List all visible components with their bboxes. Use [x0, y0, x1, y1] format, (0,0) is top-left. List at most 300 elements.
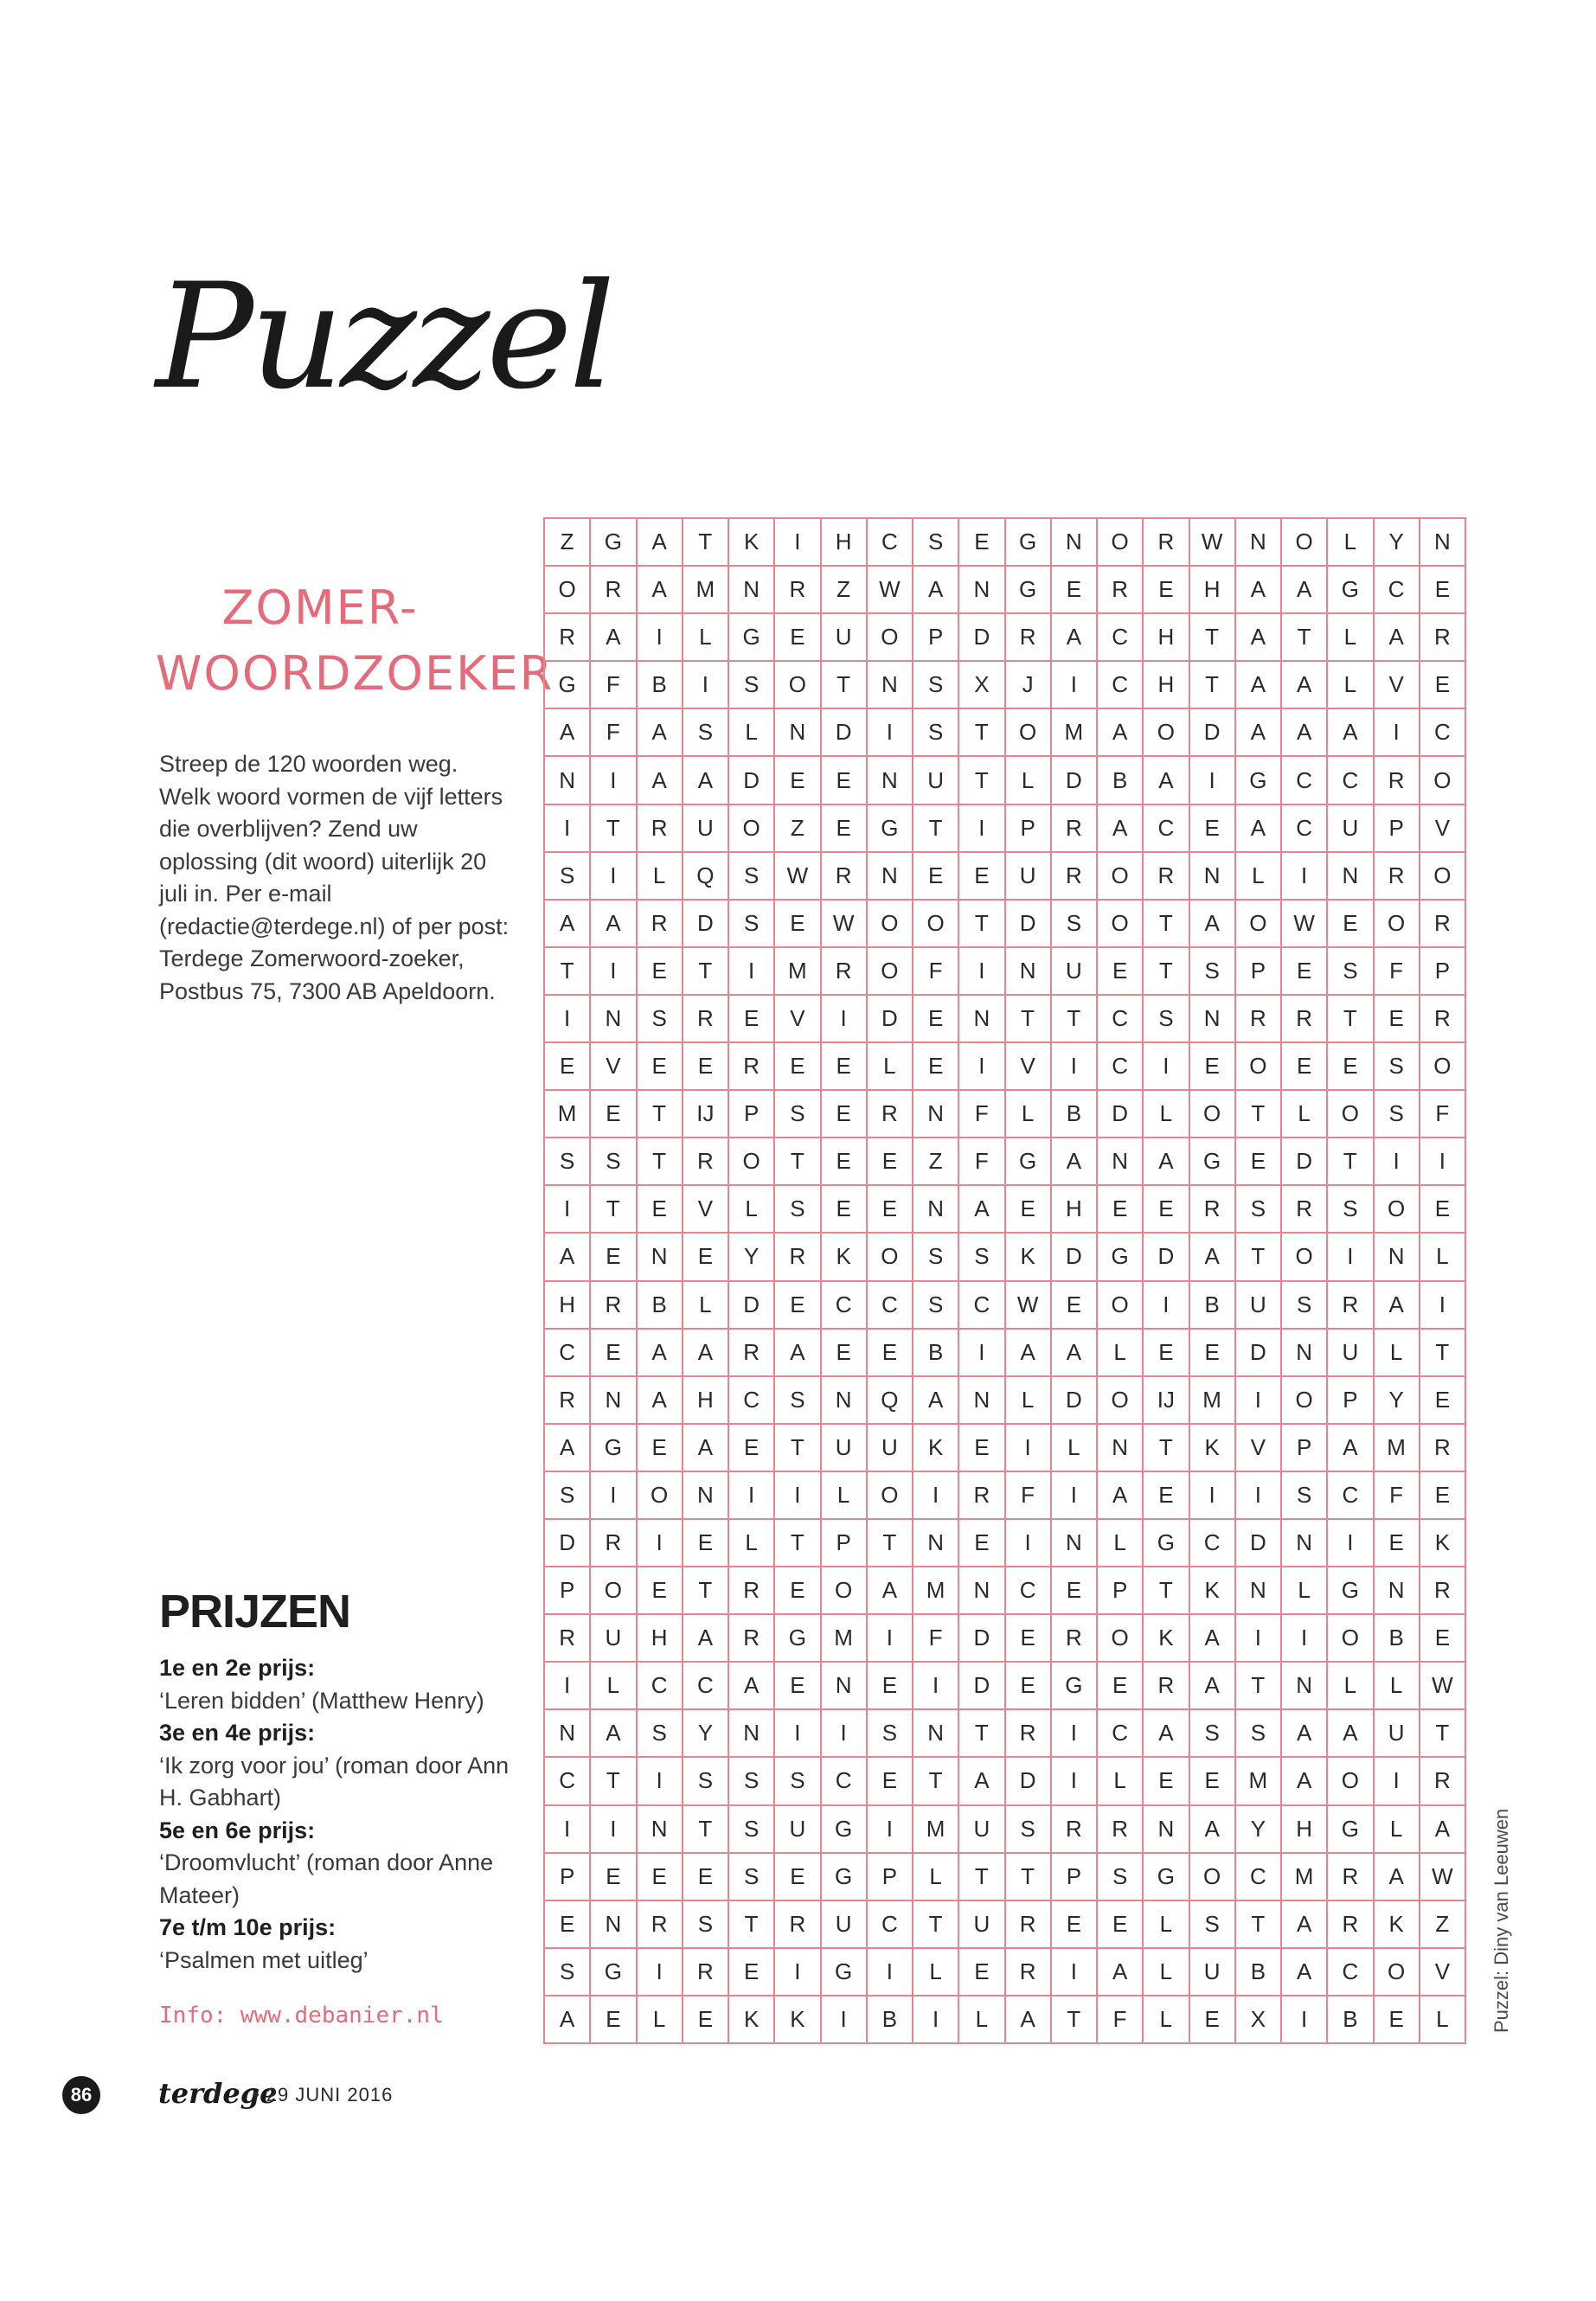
- grid-cell[interactable]: P: [1328, 1377, 1374, 1425]
- grid-cell[interactable]: L: [868, 1043, 913, 1091]
- grid-cell[interactable]: I: [775, 1472, 821, 1520]
- grid-cell[interactable]: S: [959, 1234, 1005, 1281]
- grid-cell[interactable]: L: [1098, 1520, 1144, 1567]
- grid-cell[interactable]: I: [638, 1949, 683, 1997]
- grid-cell[interactable]: I: [959, 805, 1005, 853]
- grid-cell[interactable]: H: [1282, 1806, 1328, 1854]
- grid-cell[interactable]: I: [1052, 662, 1098, 709]
- grid-cell[interactable]: G: [591, 1949, 637, 1997]
- grid-cell[interactable]: L: [1098, 1758, 1144, 1805]
- grid-cell[interactable]: N: [913, 1091, 959, 1138]
- grid-cell[interactable]: E: [638, 1043, 683, 1091]
- grid-cell[interactable]: L: [683, 614, 729, 662]
- grid-cell[interactable]: I: [822, 996, 868, 1043]
- grid-cell[interactable]: N: [913, 1186, 959, 1234]
- grid-cell[interactable]: N: [959, 567, 1005, 614]
- grid-cell[interactable]: L: [1006, 1091, 1052, 1138]
- grid-cell[interactable]: E: [822, 1330, 868, 1377]
- grid-cell[interactable]: D: [683, 901, 729, 948]
- grid-cell[interactable]: R: [959, 1472, 1005, 1520]
- grid-cell[interactable]: N: [1190, 996, 1236, 1043]
- grid-cell[interactable]: A: [1236, 614, 1282, 662]
- grid-cell[interactable]: N: [913, 1710, 959, 1758]
- grid-cell[interactable]: P: [1098, 1567, 1144, 1615]
- grid-cell[interactable]: E: [1144, 567, 1189, 614]
- grid-cell[interactable]: N: [1375, 1567, 1420, 1615]
- grid-cell[interactable]: N: [1282, 1663, 1328, 1710]
- grid-cell[interactable]: O: [1420, 757, 1466, 804]
- grid-cell[interactable]: T: [1420, 1710, 1466, 1758]
- grid-cell[interactable]: B: [868, 1997, 913, 2044]
- grid-cell[interactable]: O: [913, 901, 959, 948]
- grid-cell[interactable]: L: [591, 1663, 637, 1710]
- grid-cell[interactable]: A: [1282, 567, 1328, 614]
- grid-cell[interactable]: E: [959, 1425, 1005, 1472]
- grid-cell[interactable]: I: [545, 1806, 591, 1854]
- grid-cell[interactable]: E: [1052, 1282, 1098, 1330]
- grid-cell[interactable]: R: [1006, 1710, 1052, 1758]
- grid-cell[interactable]: L: [1098, 1330, 1144, 1377]
- grid-cell[interactable]: I: [1006, 1425, 1052, 1472]
- grid-cell[interactable]: I: [1236, 1472, 1282, 1520]
- grid-cell[interactable]: U: [1190, 1949, 1236, 1997]
- grid-cell[interactable]: T: [1236, 1663, 1282, 1710]
- grid-cell[interactable]: A: [729, 1663, 775, 1710]
- grid-cell[interactable]: K: [729, 519, 775, 567]
- grid-cell[interactable]: T: [1144, 948, 1189, 996]
- grid-cell[interactable]: Y: [1375, 1377, 1420, 1425]
- grid-cell[interactable]: I: [1052, 1710, 1098, 1758]
- grid-cell[interactable]: E: [1098, 948, 1144, 996]
- grid-cell[interactable]: R: [638, 1901, 683, 1949]
- grid-cell[interactable]: U: [1236, 1282, 1282, 1330]
- grid-cell[interactable]: N: [1282, 1330, 1328, 1377]
- grid-cell[interactable]: C: [1328, 1949, 1374, 1997]
- grid-cell[interactable]: R: [591, 1520, 637, 1567]
- grid-cell[interactable]: L: [729, 1520, 775, 1567]
- grid-cell[interactable]: L: [1052, 1425, 1098, 1472]
- grid-cell[interactable]: T: [1052, 1997, 1098, 2044]
- grid-cell[interactable]: N: [729, 567, 775, 614]
- grid-cell[interactable]: N: [638, 1806, 683, 1854]
- grid-cell[interactable]: C: [1328, 757, 1374, 804]
- grid-cell[interactable]: S: [729, 1758, 775, 1805]
- grid-cell[interactable]: I: [1006, 1520, 1052, 1567]
- grid-cell[interactable]: A: [913, 567, 959, 614]
- grid-cell[interactable]: H: [683, 1377, 729, 1425]
- grid-cell[interactable]: I: [1144, 1282, 1189, 1330]
- grid-cell[interactable]: A: [638, 1377, 683, 1425]
- grid-cell[interactable]: I: [1236, 1377, 1282, 1425]
- grid-cell[interactable]: G: [591, 1425, 637, 1472]
- grid-cell[interactable]: N: [822, 1663, 868, 1710]
- grid-cell[interactable]: A: [1236, 805, 1282, 853]
- grid-cell[interactable]: X: [1236, 1997, 1282, 2044]
- grid-cell[interactable]: A: [1328, 709, 1374, 757]
- grid-cell[interactable]: S: [1098, 1854, 1144, 1901]
- grid-cell[interactable]: I: [959, 1043, 1005, 1091]
- grid-cell[interactable]: R: [1420, 614, 1466, 662]
- grid-cell[interactable]: E: [913, 1043, 959, 1091]
- grid-cell[interactable]: Z: [1420, 1901, 1466, 1949]
- grid-cell[interactable]: N: [1282, 1520, 1328, 1567]
- grid-cell[interactable]: U: [683, 805, 729, 853]
- grid-cell[interactable]: S: [1144, 996, 1189, 1043]
- grid-cell[interactable]: R: [1328, 1282, 1374, 1330]
- grid-cell[interactable]: A: [638, 567, 683, 614]
- grid-cell[interactable]: G: [729, 614, 775, 662]
- grid-cell[interactable]: N: [775, 709, 821, 757]
- grid-cell[interactable]: V: [1420, 805, 1466, 853]
- grid-cell[interactable]: I: [1375, 709, 1420, 757]
- grid-cell[interactable]: B: [1375, 1615, 1420, 1663]
- grid-cell[interactable]: M: [1282, 1854, 1328, 1901]
- grid-cell[interactable]: R: [1052, 805, 1098, 853]
- grid-cell[interactable]: L: [683, 1282, 729, 1330]
- grid-cell[interactable]: S: [545, 1472, 591, 1520]
- grid-cell[interactable]: J: [1006, 662, 1052, 709]
- grid-cell[interactable]: M: [913, 1806, 959, 1854]
- grid-cell[interactable]: E: [775, 614, 821, 662]
- grid-cell[interactable]: S: [913, 709, 959, 757]
- grid-cell[interactable]: E: [1282, 948, 1328, 996]
- grid-cell[interactable]: S: [729, 853, 775, 901]
- grid-cell[interactable]: T: [913, 805, 959, 853]
- grid-cell[interactable]: R: [638, 901, 683, 948]
- grid-cell[interactable]: U: [822, 1901, 868, 1949]
- grid-cell[interactable]: I: [1236, 1615, 1282, 1663]
- grid-cell[interactable]: R: [1006, 614, 1052, 662]
- grid-cell[interactable]: L: [1144, 1997, 1189, 2044]
- grid-cell[interactable]: E: [638, 1854, 683, 1901]
- grid-cell[interactable]: A: [683, 1425, 729, 1472]
- grid-cell[interactable]: R: [1190, 1186, 1236, 1234]
- grid-cell[interactable]: R: [1006, 1949, 1052, 1997]
- grid-cell[interactable]: D: [959, 1663, 1005, 1710]
- grid-cell[interactable]: O: [729, 805, 775, 853]
- grid-cell[interactable]: D: [1006, 1758, 1052, 1805]
- grid-cell[interactable]: E: [868, 1138, 913, 1186]
- grid-cell[interactable]: N: [545, 757, 591, 804]
- grid-cell[interactable]: G: [1144, 1854, 1189, 1901]
- grid-cell[interactable]: A: [591, 901, 637, 948]
- grid-cell[interactable]: E: [729, 996, 775, 1043]
- grid-cell[interactable]: C: [868, 519, 913, 567]
- grid-cell[interactable]: C: [1098, 1043, 1144, 1091]
- grid-cell[interactable]: T: [959, 1854, 1005, 1901]
- grid-cell[interactable]: E: [1144, 1330, 1189, 1377]
- grid-cell[interactable]: S: [913, 1234, 959, 1281]
- grid-cell[interactable]: G: [868, 805, 913, 853]
- grid-cell[interactable]: E: [1190, 1043, 1236, 1091]
- grid-cell[interactable]: A: [1190, 1234, 1236, 1281]
- grid-cell[interactable]: I: [1052, 1758, 1098, 1805]
- grid-cell[interactable]: S: [1328, 1186, 1374, 1234]
- grid-cell[interactable]: G: [1144, 1520, 1189, 1567]
- grid-cell[interactable]: I: [1420, 1138, 1466, 1186]
- grid-cell[interactable]: F: [1098, 1997, 1144, 2044]
- grid-cell[interactable]: L: [1328, 1663, 1374, 1710]
- grid-cell[interactable]: N: [913, 1520, 959, 1567]
- grid-cell[interactable]: L: [638, 1997, 683, 2044]
- grid-cell[interactable]: N: [1052, 519, 1098, 567]
- grid-cell[interactable]: H: [545, 1282, 591, 1330]
- grid-cell[interactable]: S: [868, 1710, 913, 1758]
- grid-cell[interactable]: L: [1006, 757, 1052, 804]
- grid-cell[interactable]: C: [1098, 996, 1144, 1043]
- grid-cell[interactable]: R: [1328, 1854, 1374, 1901]
- grid-cell[interactable]: L: [1144, 1091, 1189, 1138]
- grid-cell[interactable]: T: [1282, 614, 1328, 662]
- grid-cell[interactable]: S: [545, 853, 591, 901]
- grid-cell[interactable]: R: [775, 1234, 821, 1281]
- grid-cell[interactable]: W: [868, 567, 913, 614]
- grid-cell[interactable]: U: [868, 1425, 913, 1472]
- grid-cell[interactable]: P: [545, 1854, 591, 1901]
- grid-cell[interactable]: A: [1282, 1901, 1328, 1949]
- grid-cell[interactable]: A: [1144, 757, 1189, 804]
- grid-cell[interactable]: R: [822, 853, 868, 901]
- grid-cell[interactable]: O: [1098, 519, 1144, 567]
- grid-cell[interactable]: E: [1190, 805, 1236, 853]
- grid-cell[interactable]: P: [1420, 948, 1466, 996]
- grid-cell[interactable]: O: [868, 614, 913, 662]
- grid-cell[interactable]: L: [1420, 1234, 1466, 1281]
- grid-cell[interactable]: N: [959, 996, 1005, 1043]
- grid-cell[interactable]: W: [1282, 901, 1328, 948]
- grid-cell[interactable]: E: [959, 1520, 1005, 1567]
- grid-cell[interactable]: T: [913, 1901, 959, 1949]
- grid-cell[interactable]: O: [822, 1567, 868, 1615]
- grid-cell[interactable]: T: [591, 1186, 637, 1234]
- grid-cell[interactable]: A: [1282, 1949, 1328, 1997]
- grid-cell[interactable]: A: [1098, 709, 1144, 757]
- grid-cell[interactable]: D: [1098, 1091, 1144, 1138]
- grid-cell[interactable]: A: [1190, 1806, 1236, 1854]
- grid-cell[interactable]: T: [822, 662, 868, 709]
- grid-cell[interactable]: A: [1190, 901, 1236, 948]
- grid-cell[interactable]: S: [775, 1091, 821, 1138]
- grid-cell[interactable]: K: [1190, 1425, 1236, 1472]
- grid-cell[interactable]: R: [1420, 1758, 1466, 1805]
- grid-cell[interactable]: O: [1375, 901, 1420, 948]
- grid-cell[interactable]: S: [1375, 1043, 1420, 1091]
- grid-cell[interactable]: B: [1098, 757, 1144, 804]
- grid-cell[interactable]: V: [1006, 1043, 1052, 1091]
- grid-cell[interactable]: E: [1328, 1043, 1374, 1091]
- grid-cell[interactable]: E: [775, 901, 821, 948]
- grid-cell[interactable]: M: [1052, 709, 1098, 757]
- grid-cell[interactable]: S: [913, 519, 959, 567]
- grid-cell[interactable]: V: [683, 1186, 729, 1234]
- grid-cell[interactable]: T: [775, 1520, 821, 1567]
- grid-cell[interactable]: I: [1282, 1997, 1328, 2044]
- grid-cell[interactable]: V: [1236, 1425, 1282, 1472]
- grid-cell[interactable]: E: [1420, 1377, 1466, 1425]
- grid-cell[interactable]: E: [1006, 1186, 1052, 1234]
- grid-cell[interactable]: C: [1098, 662, 1144, 709]
- grid-cell[interactable]: P: [1006, 805, 1052, 853]
- grid-cell[interactable]: T: [1236, 1901, 1282, 1949]
- grid-cell[interactable]: T: [638, 1138, 683, 1186]
- grid-cell[interactable]: I: [1052, 1949, 1098, 1997]
- grid-cell[interactable]: O: [1375, 1186, 1420, 1234]
- grid-cell[interactable]: E: [683, 1234, 729, 1281]
- grid-cell[interactable]: O: [638, 1472, 683, 1520]
- grid-cell[interactable]: K: [1144, 1615, 1189, 1663]
- grid-cell[interactable]: E: [683, 1043, 729, 1091]
- grid-cell[interactable]: A: [1375, 1854, 1420, 1901]
- grid-cell[interactable]: S: [913, 662, 959, 709]
- grid-cell[interactable]: K: [1375, 1901, 1420, 1949]
- grid-cell[interactable]: S: [729, 1854, 775, 1901]
- grid-cell[interactable]: A: [545, 901, 591, 948]
- grid-cell[interactable]: M: [775, 948, 821, 996]
- grid-cell[interactable]: E: [591, 1091, 637, 1138]
- grid-cell[interactable]: N: [1236, 519, 1282, 567]
- grid-cell[interactable]: A: [1144, 1138, 1189, 1186]
- grid-cell[interactable]: I: [775, 1949, 821, 1997]
- grid-cell[interactable]: E: [1190, 1330, 1236, 1377]
- grid-cell[interactable]: S: [913, 1282, 959, 1330]
- grid-cell[interactable]: M: [1236, 1758, 1282, 1805]
- grid-cell[interactable]: E: [1420, 1186, 1466, 1234]
- grid-cell[interactable]: A: [1236, 662, 1282, 709]
- grid-cell[interactable]: A: [775, 1330, 821, 1377]
- grid-cell[interactable]: G: [822, 1949, 868, 1997]
- grid-cell[interactable]: I: [775, 1710, 821, 1758]
- grid-cell[interactable]: G: [1006, 519, 1052, 567]
- grid-cell[interactable]: I: [1282, 1615, 1328, 1663]
- grid-cell[interactable]: Y: [1375, 519, 1420, 567]
- grid-cell[interactable]: L: [1236, 853, 1282, 901]
- grid-cell[interactable]: F: [1375, 1472, 1420, 1520]
- grid-cell[interactable]: A: [638, 1330, 683, 1377]
- grid-cell[interactable]: C: [822, 1282, 868, 1330]
- grid-cell[interactable]: M: [913, 1567, 959, 1615]
- grid-cell[interactable]: E: [775, 1854, 821, 1901]
- grid-cell[interactable]: E: [913, 996, 959, 1043]
- grid-cell[interactable]: C: [1006, 1567, 1052, 1615]
- grid-cell[interactable]: T: [1052, 996, 1098, 1043]
- grid-cell[interactable]: E: [775, 1663, 821, 1710]
- grid-cell[interactable]: U: [822, 614, 868, 662]
- grid-cell[interactable]: I: [1190, 757, 1236, 804]
- grid-cell[interactable]: T: [683, 519, 729, 567]
- grid-cell[interactable]: O: [1098, 1282, 1144, 1330]
- grid-cell[interactable]: E: [1052, 567, 1098, 614]
- info-link[interactable]: Info: www.debanier.nl: [159, 2003, 444, 2029]
- grid-cell[interactable]: T: [683, 1567, 729, 1615]
- grid-cell[interactable]: U: [959, 1901, 1005, 1949]
- grid-cell[interactable]: D: [1236, 1330, 1282, 1377]
- grid-cell[interactable]: F: [1375, 948, 1420, 996]
- grid-cell[interactable]: O: [868, 948, 913, 996]
- grid-cell[interactable]: R: [729, 1330, 775, 1377]
- grid-cell[interactable]: D: [822, 709, 868, 757]
- grid-cell[interactable]: U: [1328, 805, 1374, 853]
- grid-cell[interactable]: N: [822, 1377, 868, 1425]
- grid-cell[interactable]: N: [1328, 853, 1374, 901]
- grid-cell[interactable]: S: [729, 901, 775, 948]
- grid-cell[interactable]: E: [822, 1091, 868, 1138]
- grid-cell[interactable]: O: [775, 662, 821, 709]
- grid-cell[interactable]: T: [1420, 1330, 1466, 1377]
- grid-cell[interactable]: E: [1006, 1663, 1052, 1710]
- grid-cell[interactable]: L: [1144, 1949, 1189, 1997]
- grid-cell[interactable]: S: [683, 1758, 729, 1805]
- grid-cell[interactable]: D: [545, 1520, 591, 1567]
- grid-cell[interactable]: P: [1052, 1854, 1098, 1901]
- grid-cell[interactable]: G: [1052, 1663, 1098, 1710]
- grid-cell[interactable]: D: [959, 1615, 1005, 1663]
- grid-cell[interactable]: I: [913, 1472, 959, 1520]
- grid-cell[interactable]: S: [1375, 1091, 1420, 1138]
- grid-cell[interactable]: E: [1375, 1997, 1420, 2044]
- grid-cell[interactable]: R: [591, 567, 637, 614]
- grid-cell[interactable]: T: [1190, 614, 1236, 662]
- grid-cell[interactable]: A: [638, 709, 683, 757]
- grid-cell[interactable]: C: [1144, 805, 1189, 853]
- grid-cell[interactable]: M: [683, 567, 729, 614]
- grid-cell[interactable]: R: [1098, 567, 1144, 614]
- grid-cell[interactable]: R: [545, 1615, 591, 1663]
- grid-cell[interactable]: I: [1282, 853, 1328, 901]
- grid-cell[interactable]: V: [591, 1043, 637, 1091]
- grid-cell[interactable]: E: [591, 1234, 637, 1281]
- grid-cell[interactable]: L: [1144, 1901, 1189, 1949]
- grid-cell[interactable]: E: [1420, 1472, 1466, 1520]
- grid-cell[interactable]: N: [545, 1710, 591, 1758]
- grid-cell[interactable]: T: [959, 1710, 1005, 1758]
- grid-cell[interactable]: E: [591, 1330, 637, 1377]
- grid-cell[interactable]: IJ: [1144, 1377, 1189, 1425]
- grid-cell[interactable]: O: [1098, 1615, 1144, 1663]
- grid-cell[interactable]: T: [1190, 662, 1236, 709]
- grid-cell[interactable]: I: [638, 1520, 683, 1567]
- grid-cell[interactable]: N: [1098, 1425, 1144, 1472]
- grid-cell[interactable]: T: [638, 1091, 683, 1138]
- grid-cell[interactable]: S: [1006, 1806, 1052, 1854]
- grid-cell[interactable]: I: [1144, 1043, 1189, 1091]
- grid-cell[interactable]: W: [1420, 1854, 1466, 1901]
- grid-cell[interactable]: L: [1328, 519, 1374, 567]
- grid-cell[interactable]: E: [638, 1186, 683, 1234]
- grid-cell[interactable]: E: [638, 1567, 683, 1615]
- grid-cell[interactable]: A: [591, 1710, 637, 1758]
- grid-cell[interactable]: V: [1420, 1949, 1466, 1997]
- grid-cell[interactable]: T: [1236, 1091, 1282, 1138]
- grid-cell[interactable]: I: [545, 805, 591, 853]
- grid-cell[interactable]: H: [1144, 662, 1189, 709]
- grid-cell[interactable]: I: [729, 948, 775, 996]
- grid-cell[interactable]: P: [545, 1567, 591, 1615]
- grid-cell[interactable]: A: [1098, 1949, 1144, 1997]
- grid-cell[interactable]: S: [775, 1758, 821, 1805]
- grid-cell[interactable]: W: [1420, 1663, 1466, 1710]
- grid-cell[interactable]: R: [1144, 853, 1189, 901]
- grid-cell[interactable]: C: [868, 1282, 913, 1330]
- grid-cell[interactable]: A: [1375, 614, 1420, 662]
- grid-cell[interactable]: I: [545, 996, 591, 1043]
- grid-cell[interactable]: O: [1420, 1043, 1466, 1091]
- grid-cell[interactable]: S: [1190, 1901, 1236, 1949]
- grid-cell[interactable]: F: [913, 948, 959, 996]
- grid-cell[interactable]: C: [1098, 614, 1144, 662]
- grid-cell[interactable]: S: [1190, 948, 1236, 996]
- grid-cell[interactable]: A: [1098, 805, 1144, 853]
- grid-cell[interactable]: Z: [822, 567, 868, 614]
